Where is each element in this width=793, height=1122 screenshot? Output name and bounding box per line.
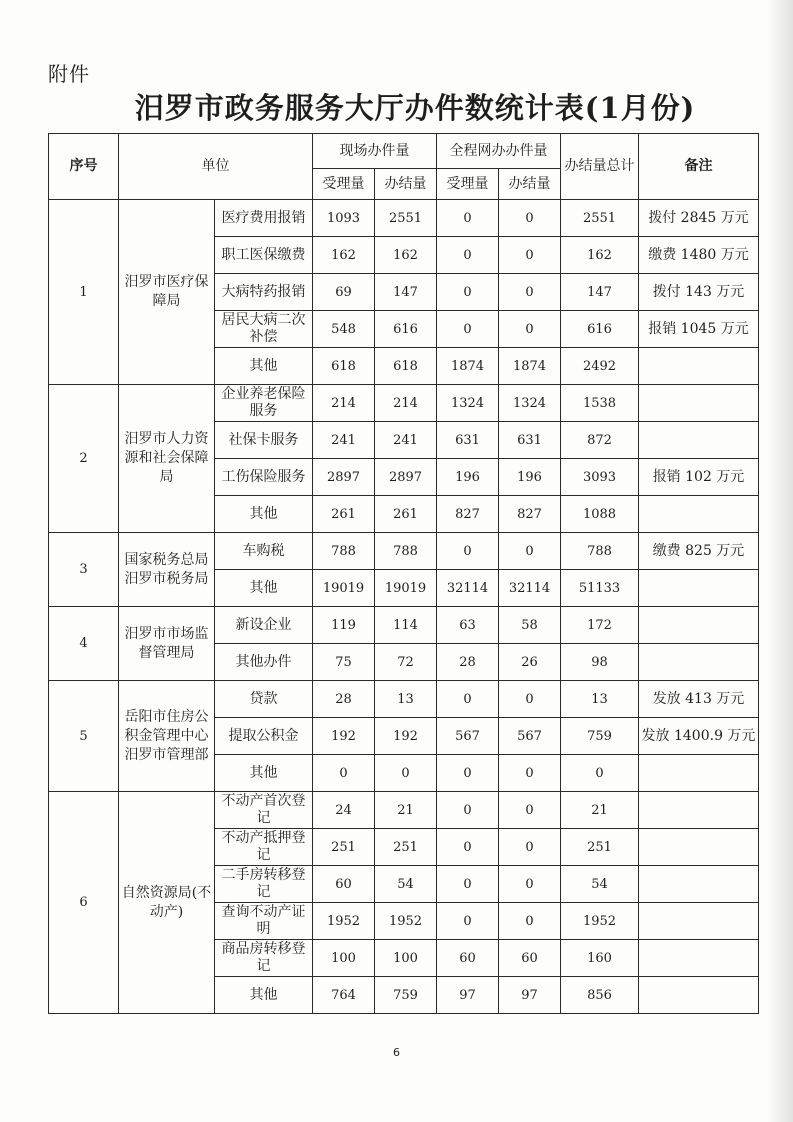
- note-cell: [639, 866, 759, 903]
- note-cell: [639, 644, 759, 681]
- document-title: 汨罗市政务服务大厅办件数统计表(1月份): [134, 91, 696, 125]
- note-cell: [639, 385, 759, 422]
- header-onsite-received: 受理量: [313, 169, 375, 200]
- onsite-received-cell: 1952: [313, 903, 375, 940]
- header-note: 备注: [639, 134, 759, 200]
- total-cell: 788: [561, 533, 639, 570]
- item-cell: 不动产抵押登记: [215, 829, 313, 866]
- online-received-cell: 0: [437, 903, 499, 940]
- onsite-completed-cell: 72: [375, 644, 437, 681]
- onsite-completed-cell: 616: [375, 311, 437, 348]
- online-received-cell: 567: [437, 718, 499, 755]
- online-received-cell: 1324: [437, 385, 499, 422]
- onsite-received-cell: 75: [313, 644, 375, 681]
- note-cell: [639, 348, 759, 385]
- online-received-cell: 0: [437, 681, 499, 718]
- online-received-cell: 0: [437, 200, 499, 237]
- online-received-cell: 0: [437, 311, 499, 348]
- note-cell: 拨付 2845 万元: [639, 200, 759, 237]
- note-cell: [639, 792, 759, 829]
- online-received-cell: 196: [437, 459, 499, 496]
- online-received-cell: 32114: [437, 570, 499, 607]
- online-received-cell: 1874: [437, 348, 499, 385]
- onsite-received-cell: 24: [313, 792, 375, 829]
- note-cell: [639, 422, 759, 459]
- total-cell: 2492: [561, 348, 639, 385]
- item-cell: 其他: [215, 570, 313, 607]
- onsite-completed-cell: 261: [375, 496, 437, 533]
- onsite-completed-cell: 0: [375, 755, 437, 792]
- online-received-cell: 0: [437, 755, 499, 792]
- total-cell: 2551: [561, 200, 639, 237]
- note-cell: 缴费 825 万元: [639, 533, 759, 570]
- online-completed-cell: 0: [499, 755, 561, 792]
- onsite-completed-cell: 192: [375, 718, 437, 755]
- seq-cell: 1: [49, 200, 119, 385]
- seq-cell: 6: [49, 792, 119, 1014]
- onsite-completed-cell: 162: [375, 237, 437, 274]
- statistics-table: [48, 133, 759, 1014]
- onsite-received-cell: 764: [313, 977, 375, 1014]
- note-cell: [639, 755, 759, 792]
- total-cell: 160: [561, 940, 639, 977]
- onsite-completed-cell: 214: [375, 385, 437, 422]
- online-completed-cell: 60: [499, 940, 561, 977]
- total-cell: 51133: [561, 570, 639, 607]
- onsite-received-cell: 19019: [313, 570, 375, 607]
- online-completed-cell: 0: [499, 533, 561, 570]
- header-onsite: 现场办件量: [313, 134, 437, 169]
- note-cell: 报销 1045 万元: [639, 311, 759, 348]
- note-cell: [639, 607, 759, 644]
- onsite-completed-cell: 2897: [375, 459, 437, 496]
- onsite-completed-cell: 1952: [375, 903, 437, 940]
- online-received-cell: 0: [437, 274, 499, 311]
- online-completed-cell: 0: [499, 311, 561, 348]
- onsite-received-cell: 0: [313, 755, 375, 792]
- onsite-received-cell: 28: [313, 681, 375, 718]
- onsite-received-cell: 251: [313, 829, 375, 866]
- online-received-cell: 0: [437, 533, 499, 570]
- table-row: [49, 533, 759, 570]
- total-cell: 1952: [561, 903, 639, 940]
- online-completed-cell: 1324: [499, 385, 561, 422]
- table-row: [49, 681, 759, 718]
- item-cell: 二手房转移登记: [215, 866, 313, 903]
- total-cell: 251: [561, 829, 639, 866]
- table-row: [49, 385, 759, 422]
- note-cell: [639, 570, 759, 607]
- unit-cell: 汨罗市人力资源和社会保障局: [119, 385, 215, 533]
- total-cell: 147: [561, 274, 639, 311]
- item-cell: 其他: [215, 977, 313, 1014]
- online-received-cell: 0: [437, 237, 499, 274]
- online-completed-cell: 32114: [499, 570, 561, 607]
- attachment-label: 附件: [48, 62, 90, 86]
- item-cell: 工伤保险服务: [215, 459, 313, 496]
- online-completed-cell: 0: [499, 903, 561, 940]
- table-row: [49, 607, 759, 644]
- online-completed-cell: 0: [499, 200, 561, 237]
- online-completed-cell: 0: [499, 681, 561, 718]
- item-cell: 查询不动产证明: [215, 903, 313, 940]
- onsite-completed-cell: 21: [375, 792, 437, 829]
- unit-cell: 岳阳市住房公积金管理中心汨罗市管理部: [119, 681, 215, 792]
- total-cell: 162: [561, 237, 639, 274]
- total-cell: 172: [561, 607, 639, 644]
- onsite-completed-cell: 759: [375, 977, 437, 1014]
- item-cell: 医疗费用报销: [215, 200, 313, 237]
- item-cell: 其他: [215, 755, 313, 792]
- online-completed-cell: 631: [499, 422, 561, 459]
- onsite-received-cell: 1093: [313, 200, 375, 237]
- online-received-cell: 0: [437, 829, 499, 866]
- header-total: 办结量总计: [561, 134, 639, 200]
- note-cell: 发放 1400.9 万元: [639, 718, 759, 755]
- total-cell: 13: [561, 681, 639, 718]
- online-received-cell: 60: [437, 940, 499, 977]
- onsite-received-cell: 261: [313, 496, 375, 533]
- onsite-received-cell: 60: [313, 866, 375, 903]
- onsite-received-cell: 788: [313, 533, 375, 570]
- onsite-received-cell: 100: [313, 940, 375, 977]
- item-cell: 新设企业: [215, 607, 313, 644]
- item-cell: 车购税: [215, 533, 313, 570]
- page-number: 6: [393, 1046, 400, 1059]
- onsite-completed-cell: 19019: [375, 570, 437, 607]
- header-onsite-completed: 办结量: [375, 169, 437, 200]
- onsite-completed-cell: 2551: [375, 200, 437, 237]
- note-cell: 报销 102 万元: [639, 459, 759, 496]
- total-cell: 856: [561, 977, 639, 1014]
- total-cell: 0: [561, 755, 639, 792]
- onsite-completed-cell: 13: [375, 681, 437, 718]
- onsite-received-cell: 548: [313, 311, 375, 348]
- seq-cell: 2: [49, 385, 119, 533]
- onsite-received-cell: 618: [313, 348, 375, 385]
- header-online-received: 受理量: [437, 169, 499, 200]
- onsite-completed-cell: 100: [375, 940, 437, 977]
- seq-cell: 4: [49, 607, 119, 681]
- seq-cell: 5: [49, 681, 119, 792]
- onsite-completed-cell: 251: [375, 829, 437, 866]
- note-cell: 发放 413 万元: [639, 681, 759, 718]
- note-cell: [639, 496, 759, 533]
- header-row-1: [49, 134, 759, 169]
- online-completed-cell: 196: [499, 459, 561, 496]
- item-cell: 其他: [215, 348, 313, 385]
- seq-cell: 3: [49, 533, 119, 607]
- online-completed-cell: 0: [499, 792, 561, 829]
- header-unit: 单位: [119, 134, 313, 200]
- total-cell: 54: [561, 866, 639, 903]
- table-row: [49, 200, 759, 237]
- online-received-cell: 827: [437, 496, 499, 533]
- online-completed-cell: 827: [499, 496, 561, 533]
- scan-page-edge: [767, 0, 793, 1122]
- total-cell: 21: [561, 792, 639, 829]
- note-cell: [639, 903, 759, 940]
- item-cell: 其他办件: [215, 644, 313, 681]
- item-cell: 居民大病二次补偿: [215, 311, 313, 348]
- onsite-completed-cell: 54: [375, 866, 437, 903]
- online-completed-cell: 0: [499, 866, 561, 903]
- unit-cell: 汨罗市市场监督管理局: [119, 607, 215, 681]
- onsite-received-cell: 214: [313, 385, 375, 422]
- item-cell: 大病特药报销: [215, 274, 313, 311]
- online-received-cell: 0: [437, 792, 499, 829]
- total-cell: 616: [561, 311, 639, 348]
- table-body: [49, 200, 759, 1014]
- online-received-cell: 97: [437, 977, 499, 1014]
- onsite-received-cell: 2897: [313, 459, 375, 496]
- online-received-cell: 631: [437, 422, 499, 459]
- online-completed-cell: 567: [499, 718, 561, 755]
- onsite-received-cell: 241: [313, 422, 375, 459]
- onsite-received-cell: 119: [313, 607, 375, 644]
- total-cell: 759: [561, 718, 639, 755]
- total-cell: 98: [561, 644, 639, 681]
- online-completed-cell: 0: [499, 274, 561, 311]
- item-cell: 企业养老保险服务: [215, 385, 313, 422]
- unit-cell: 自然资源局(不动产): [119, 792, 215, 1014]
- onsite-completed-cell: 241: [375, 422, 437, 459]
- onsite-completed-cell: 788: [375, 533, 437, 570]
- unit-cell: 国家税务总局汨罗市税务局: [119, 533, 215, 607]
- note-cell: [639, 829, 759, 866]
- header-seq: 序号: [49, 134, 119, 200]
- online-received-cell: 28: [437, 644, 499, 681]
- item-cell: 其他: [215, 496, 313, 533]
- table-row: [49, 792, 759, 829]
- online-received-cell: 63: [437, 607, 499, 644]
- item-cell: 社保卡服务: [215, 422, 313, 459]
- total-cell: 3093: [561, 459, 639, 496]
- item-cell: 贷款: [215, 681, 313, 718]
- onsite-received-cell: 192: [313, 718, 375, 755]
- unit-cell: 汨罗市医疗保障局: [119, 200, 215, 385]
- header-online-completed: 办结量: [499, 169, 561, 200]
- online-completed-cell: 26: [499, 644, 561, 681]
- online-completed-cell: 1874: [499, 348, 561, 385]
- onsite-completed-cell: 618: [375, 348, 437, 385]
- onsite-completed-cell: 147: [375, 274, 437, 311]
- note-cell: [639, 940, 759, 977]
- onsite-received-cell: 162: [313, 237, 375, 274]
- total-cell: 1538: [561, 385, 639, 422]
- onsite-completed-cell: 114: [375, 607, 437, 644]
- online-completed-cell: 0: [499, 829, 561, 866]
- note-cell: 缴费 1480 万元: [639, 237, 759, 274]
- item-cell: 不动产首次登记: [215, 792, 313, 829]
- note-cell: [639, 977, 759, 1014]
- online-received-cell: 0: [437, 866, 499, 903]
- total-cell: 1088: [561, 496, 639, 533]
- note-cell: 拨付 143 万元: [639, 274, 759, 311]
- total-cell: 872: [561, 422, 639, 459]
- item-cell: 职工医保缴费: [215, 237, 313, 274]
- online-completed-cell: 0: [499, 237, 561, 274]
- online-completed-cell: 97: [499, 977, 561, 1014]
- header-online: 全程网办办件量: [437, 134, 561, 169]
- item-cell: 商品房转移登记: [215, 940, 313, 977]
- online-completed-cell: 58: [499, 607, 561, 644]
- item-cell: 提取公积金: [215, 718, 313, 755]
- onsite-received-cell: 69: [313, 274, 375, 311]
